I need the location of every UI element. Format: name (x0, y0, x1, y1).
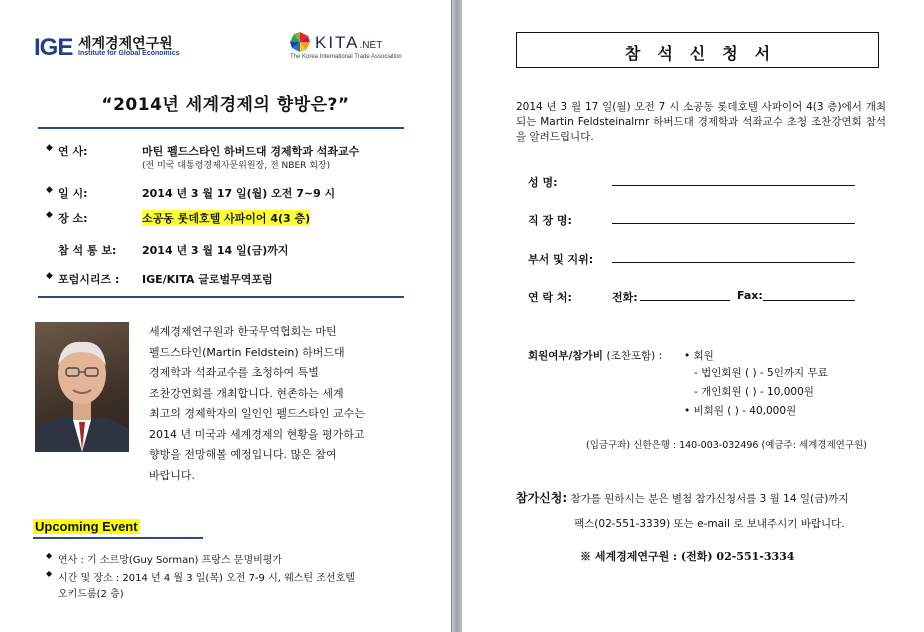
dept-field[interactable] (612, 262, 855, 263)
diamond-bullet-icon: ◆ (46, 569, 53, 578)
upcoming-rule (33, 537, 203, 539)
registration-form-page (462, 0, 924, 632)
kita-pinwheel-icon (290, 32, 310, 52)
contact-info: ※ 세계경제연구원 : (전화) 02-551-3334 (580, 550, 795, 563)
phone-field[interactable] (640, 300, 730, 301)
diamond-bullet-icon: ◆ (46, 271, 53, 281)
name-field[interactable] (612, 185, 855, 186)
middle-rule (38, 296, 404, 298)
nonmember-option[interactable]: • 비회원 ( ) - 40,000원 (684, 405, 797, 417)
phone-label: 전화: (612, 291, 638, 304)
speaker-photo (35, 322, 129, 452)
form-intro: 2014 년 3 월 17 일(월) 오전 7 시 소공동 롯데호텔 사파이어 4(3 층)에서 개최되는 Martin Feldsteinalrnr 하버드대 경제학과 석좌교수 초청 조찬강연회 참석을 알려드립니다. (516, 101, 886, 143)
individual-member-option[interactable]: - 개인회원 ( ) - 10,000원 (694, 386, 814, 398)
speaker-bio: 세계경제연구원과 한국무역협회는 마틴 펠드스타인(Martin Feldstein) 하버드대 경제학과 석좌교수를 초청하여 특별 조찬강연회를 개최합니다. 현존하는 세계 최고의 경제학자의 일인인 펠드스타인 교수는 2014 년 미국과 세계경제의 현황을 평가하고 향방을 전망해볼 예정입니다. 많은 참여 바랍니다. (149, 325, 365, 482)
form-title: 참석신청서 (624, 44, 788, 63)
page-gutter (452, 0, 462, 632)
ige-logo-name: 세계경제연구원 (78, 36, 173, 52)
kita-logo (287, 30, 427, 64)
name-label: 성 명: (528, 176, 558, 189)
ige-logo (34, 33, 184, 61)
diamond-bullet-icon: ◆ (46, 185, 53, 195)
diamond-bullet-icon: ◆ (46, 210, 53, 220)
form-title-box (516, 32, 879, 68)
ige-logo-subtitle: Institute for Global Economics (78, 50, 180, 57)
fax-field[interactable] (763, 300, 855, 301)
application-notice: 참가신청: 참가를 원하시는 분은 별첨 참가신청서를 3 월 14 일(금)까지 팩스(02-551-3339) 또는 e-mail 로 보내주시기 바랍니다. (516, 491, 849, 530)
diamond-bullet-icon: ◆ (46, 143, 53, 153)
company-label: 직 장 명: (528, 214, 572, 227)
member-option: • 회원 (684, 350, 714, 362)
dept-label: 부서 및 지위: (528, 253, 594, 266)
contact-label: 연 락 처: (528, 291, 572, 304)
top-rule (38, 127, 404, 129)
membership-label: 회원여부/참가비 (조찬포함) : (528, 350, 663, 362)
company-field[interactable] (612, 223, 855, 224)
kita-logo-subtitle: The Korea International Trade Association (290, 54, 402, 60)
ige-logo-mark: IGE (34, 34, 73, 61)
corporate-member-option[interactable]: - 법인회원 ( ) - 5인까지 무료 (694, 367, 828, 379)
kita-logo-name: KITA.NET (315, 33, 383, 52)
invitation-page: IGE 세계경제연구원 Institute for Global Economics KITA.NET The Korea International Trade Association “2014년 세계경제의 향방은?” ◆ 연 사: 마틴 펠드스타인 하버드대 경제학과 석좌교수 (전 미국 대통령경제자문위원장, 전 NBER 회장) ◆ 일 시: 2014 년 3 월 17 일(월) 오전 7~9 시 ◆ 장 소: 소공동 롯데호텔 사파이어 4(3 층) 참 석 통 보: 2014 년 3 월 14 일(금)까지 ◆ 포럼시리즈 : IGE/KITA 글로벌무역포럼 세계경제연구원과 한국무역협회는 마틴 펠드스타인(Martin Feldstein) 하버드대 경제학과 석좌교수를 초청하여 특별 조찬강연회를 개최합니다. 현존하는 세계 최고의 경제학자의 일인인 펠드스타인 교수는 2014 년 미국과 세계경제의 현황을 평가하고 향방을 전망해볼 예정입니다. 많은 참여 바랍니다. Upcoming Event ◆ 연사 : 기 소르망(Guy Sorman) 프랑스 문명비평가 ◆ 시간 및 장소 : 2014 년 4 월 3 일(목) 오전 7-9 시, 웨스틴 조선호텔 오키드룸(2 층) (0, 0, 451, 632)
diamond-bullet-icon: ◆ (46, 551, 53, 560)
bank-account-info: (입금구좌) 신한은행 : 140-003-032496 (예금주: 세계경제연구원) (586, 440, 867, 451)
event-title: “2014년 세계경제의 향방은?” (101, 95, 350, 115)
upcoming-event-heading: Upcoming Event (35, 519, 138, 534)
fax-label: Fax: (737, 289, 763, 302)
